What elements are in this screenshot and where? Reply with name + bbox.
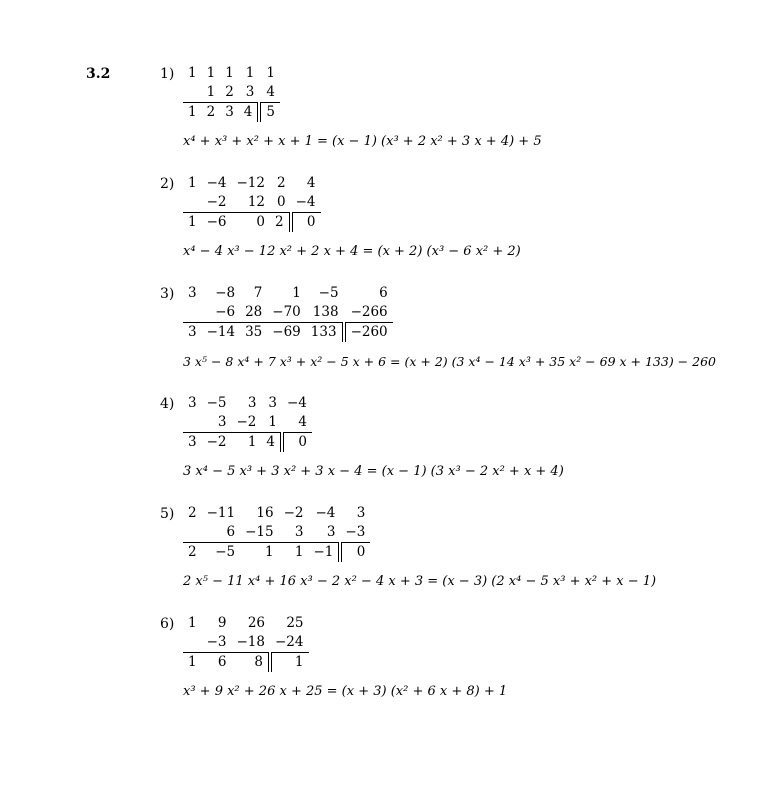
problem-number: 6): [160, 616, 175, 632]
cell: 16: [256, 505, 274, 521]
remainder-cell: −260: [344, 323, 393, 343]
cell: 4: [306, 175, 316, 191]
cell: −4: [287, 395, 307, 411]
cell: 1: [245, 65, 255, 81]
products-row: [183, 633, 309, 653]
cell: 1: [183, 213, 202, 233]
cell: 3: [217, 414, 227, 430]
result-row: [183, 103, 280, 123]
cell: [183, 193, 202, 213]
products-row: [183, 83, 280, 103]
cell: 4: [266, 84, 275, 100]
cell: 26: [247, 615, 265, 631]
cell: 0: [232, 213, 271, 233]
result-equation: x³ + 9 x² + 26 x + 25 = (x + 3) (x² + 6 x + 8) + 1: [183, 684, 508, 699]
synthetic-division-table: [183, 174, 321, 232]
cell: 1: [183, 653, 202, 673]
synthetic-division-table: [183, 64, 280, 122]
cell: 3: [326, 524, 336, 540]
cell: [183, 413, 202, 433]
cell: −12: [236, 175, 265, 191]
cell: −6: [202, 213, 232, 233]
cell: 1: [268, 414, 277, 430]
cell: 1: [279, 543, 309, 563]
cell: −8: [215, 285, 236, 301]
cell: 3: [356, 505, 366, 521]
cell: −24: [275, 634, 304, 650]
result-row: [183, 653, 309, 673]
cell: 9: [217, 615, 227, 631]
problem-number: 5): [160, 506, 175, 522]
cell: 1: [225, 65, 234, 81]
cell: 1: [188, 615, 197, 631]
remainder-cell: 0: [282, 433, 312, 453]
cell: −2: [202, 433, 232, 453]
cell: 3: [247, 395, 257, 411]
cell: [183, 83, 202, 103]
cell: 2: [225, 84, 234, 100]
cell: 4: [298, 414, 307, 430]
result-equation: 2 x⁵ − 11 x⁴ + 16 x³ − 2 x² − 4 x + 3 = (x − 3) (2 x⁴ − 5 x³ + x² + x − 1): [183, 574, 657, 589]
problem-number: 4): [160, 396, 175, 412]
remainder-cell: 5: [259, 103, 280, 123]
cell: 1: [292, 285, 301, 301]
cell: 3: [188, 285, 197, 301]
result-row: [183, 433, 312, 453]
cell: −18: [236, 634, 265, 650]
cell: 8: [232, 653, 271, 673]
cell: 1: [240, 543, 279, 563]
cell: 25: [286, 615, 304, 631]
remainder-cell: 0: [291, 213, 321, 233]
dividend-row: [183, 174, 321, 193]
cell: −2: [283, 505, 304, 521]
cell: −5: [318, 285, 339, 301]
cell: 6: [226, 524, 236, 540]
cell: 3: [183, 433, 202, 453]
cell: −4: [206, 175, 227, 191]
result-row: [183, 213, 321, 233]
cell: 28: [245, 304, 263, 320]
cell: −5: [206, 395, 227, 411]
cell: −4: [295, 194, 316, 210]
cell: 2: [202, 103, 221, 123]
cell: −6: [215, 304, 236, 320]
dividend-row: [183, 504, 370, 523]
products-row: [183, 523, 370, 543]
cell: 3: [294, 524, 304, 540]
cell: −3: [345, 524, 366, 540]
cell: −4: [315, 505, 336, 521]
dividend-row: [183, 614, 309, 633]
problem-number: 1): [160, 66, 175, 82]
remainder-cell: 1: [270, 653, 309, 673]
result-equation: x⁴ + x³ + x² + x + 1 = (x − 1) (x³ + 2 x² + 3 x + 4) + 5: [183, 134, 542, 149]
result-equation: 3 x⁴ − 5 x³ + 3 x² + 3 x − 4 = (x − 1) (3 x³ − 2 x² + x + 4): [183, 464, 564, 479]
cell: 6: [202, 653, 232, 673]
dividend-row: [183, 284, 393, 303]
cell: 3: [245, 84, 255, 100]
cell: 3: [183, 323, 202, 343]
cell: 2: [270, 213, 291, 233]
cell: −15: [245, 524, 274, 540]
result-equation: 3 x⁵ − 8 x⁴ + 7 x³ + x² − 5 x + 6 = (x + 2) (3 x⁴ − 14 x³ + 35 x² − 69 x + 133) − 260: [183, 354, 716, 369]
cell: 3: [220, 103, 239, 123]
cell: 2: [277, 175, 286, 191]
cell: 6: [379, 285, 388, 301]
section-number: 3.2: [86, 66, 111, 82]
cell: 1: [188, 175, 197, 191]
cell: −1: [309, 543, 341, 563]
cell: 133: [306, 323, 344, 343]
cell: 12: [247, 194, 265, 210]
cell: [183, 633, 202, 653]
cell: −5: [202, 543, 241, 563]
result-row: [183, 543, 370, 563]
synthetic-division-table: [183, 504, 370, 562]
synthetic-division-table: [183, 394, 312, 452]
cell: −69: [267, 323, 306, 343]
cell: 138: [312, 304, 339, 320]
cell: 1: [188, 65, 197, 81]
cell: 4: [239, 103, 260, 123]
cell: −266: [350, 304, 388, 320]
cell: 1: [206, 65, 216, 81]
cell: 0: [277, 194, 286, 210]
cell: 3: [188, 395, 197, 411]
synthetic-division-table: [183, 284, 393, 342]
cell: 7: [253, 285, 263, 301]
cell: 1: [183, 103, 202, 123]
cell: −2: [236, 414, 257, 430]
cell: 35: [240, 323, 267, 343]
cell: −14: [202, 323, 241, 343]
cell: −3: [206, 634, 227, 650]
cell: 1: [266, 65, 275, 81]
remainder-cell: 0: [340, 543, 370, 563]
cell: [183, 523, 202, 543]
result-row: [183, 323, 393, 343]
cell: 1: [232, 433, 262, 453]
problem-number: 3): [160, 286, 175, 302]
cell: [183, 303, 202, 323]
cell: −70: [272, 304, 301, 320]
cell: 3: [268, 395, 277, 411]
cell: 2: [183, 543, 202, 563]
products-row: [183, 193, 321, 213]
cell: 2: [188, 505, 197, 521]
problem-number: 2): [160, 176, 175, 192]
result-equation: x⁴ − 4 x³ − 12 x² + 2 x + 4 = (x + 2) (x³ − 6 x² + 2): [183, 244, 521, 259]
cell: 4: [261, 433, 282, 453]
dividend-row: [183, 394, 312, 413]
cell: 1: [206, 84, 216, 100]
synthetic-division-table: [183, 614, 309, 672]
cell: −2: [206, 194, 227, 210]
dividend-row: [183, 64, 280, 83]
cell: −11: [206, 505, 236, 521]
products-row: [183, 413, 312, 433]
products-row: [183, 303, 393, 323]
